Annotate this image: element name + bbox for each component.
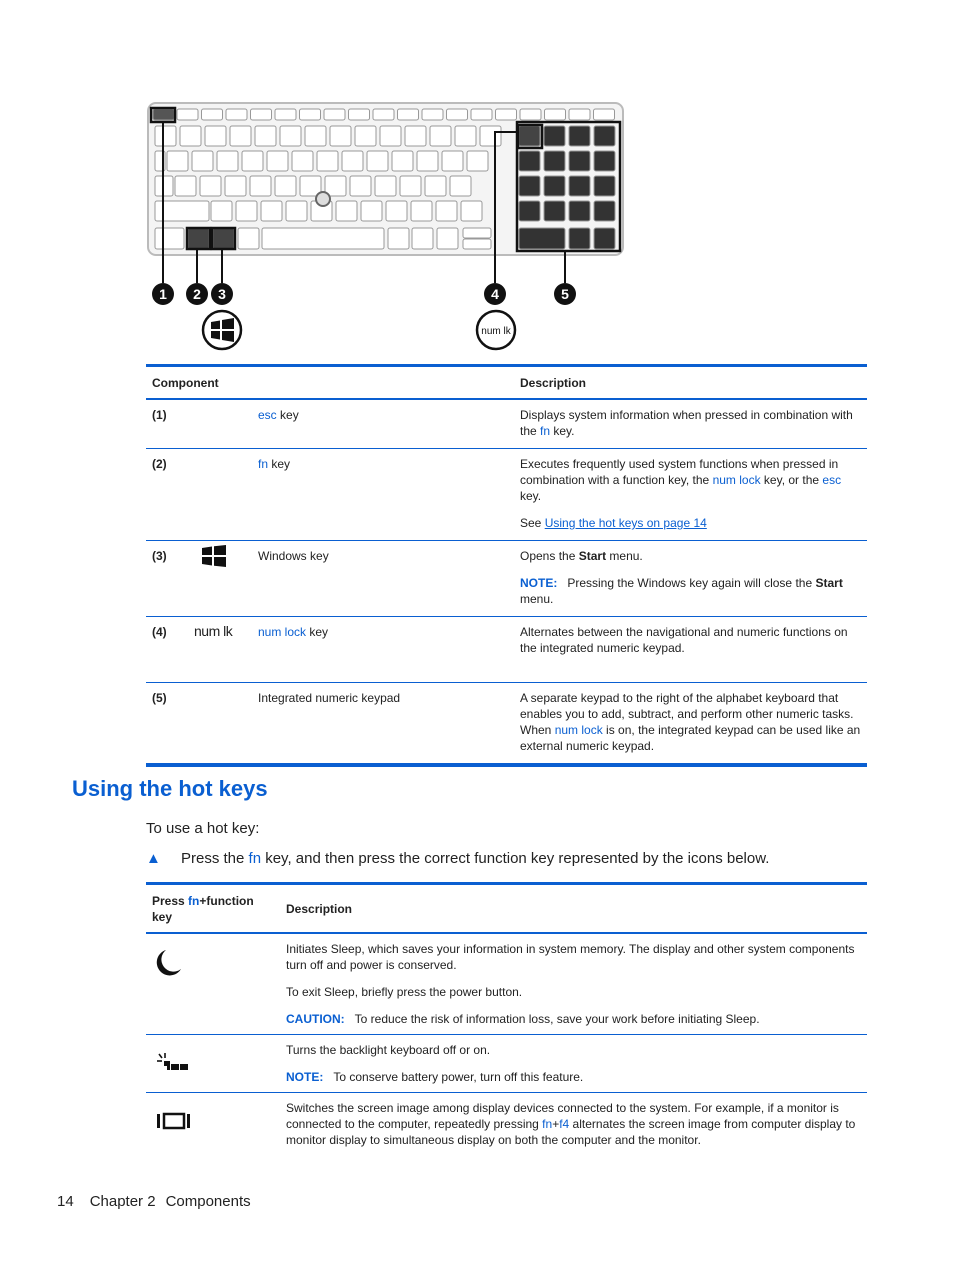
- keyboard-key: [594, 109, 615, 120]
- keyboard-key: [250, 176, 271, 196]
- note-label: NOTE:: [286, 1070, 324, 1084]
- component-header: Component: [146, 366, 514, 400]
- hotkey-description: Turns the backlight keyboard off or on. NOTE: To conserve battery power, turn off this feature.: [280, 1035, 867, 1093]
- component-name: fn key: [252, 449, 514, 541]
- keyboard-key: [200, 176, 221, 196]
- table-row: [146, 399, 867, 449]
- keyboard-key: [480, 126, 501, 146]
- keyboard-key: [361, 201, 382, 221]
- keyboard-key: [544, 126, 565, 146]
- keyboard-key: [305, 126, 326, 146]
- keyboard-key: [342, 151, 363, 171]
- hot-keys-table: [146, 882, 867, 1155]
- svg-text:num lk: num lk: [481, 326, 511, 337]
- keyboard-key: [280, 126, 301, 146]
- keyboard-key: [411, 201, 432, 221]
- keyboard-key: [544, 151, 565, 171]
- keyboard-key: [261, 201, 282, 221]
- keyboard-key: [175, 176, 196, 196]
- keyboard-key: [463, 239, 491, 249]
- keyboard-key: [519, 228, 565, 249]
- keyboard-key: [225, 176, 246, 196]
- keyboard-key: [519, 201, 540, 221]
- component-name: Integrated numeric keypad: [252, 683, 514, 766]
- component-table-header: [146, 366, 867, 400]
- keyboard-key: [417, 151, 438, 171]
- keyboard-key: [155, 228, 184, 249]
- keyboard-key: [594, 151, 615, 171]
- keyboard-key: [569, 151, 590, 171]
- description-header: Description: [280, 884, 867, 934]
- page-number: 14: [57, 1193, 74, 1210]
- keyboard-key: [594, 126, 615, 146]
- description-header: Description: [514, 366, 867, 400]
- hot-keys-link[interactable]: Using the hot keys on page 14: [544, 516, 707, 530]
- keyboard-key: [447, 109, 468, 120]
- keyboard-key: [436, 201, 457, 221]
- keyboard-key: [519, 126, 540, 146]
- step-text: ▲ Press the fn key, and then press the correct function key represented by the icons below.: [146, 850, 770, 867]
- row-number: (4): [152, 625, 167, 639]
- keyboard-key: [594, 228, 615, 249]
- keyboard-key: [238, 228, 259, 249]
- table-row: [146, 449, 867, 541]
- chapter-label: Chapter 2: [89, 1193, 156, 1210]
- keyboard-key: [217, 151, 238, 171]
- keyboard-key: [367, 151, 388, 171]
- callout-4: [484, 283, 506, 305]
- keyboard-key: [286, 201, 307, 221]
- row-number: (1): [152, 408, 167, 422]
- numlk-icon: num lk: [194, 623, 233, 639]
- intro-text: To use a hot key:: [146, 820, 260, 837]
- section-title: Using the hot keys: [72, 776, 268, 801]
- component-description: A separate keypad to the right of the alphabet keyboard that enables you to add, subtract, and perform other numeric tasks. When num lock is on, the integrated keypad can be used like an external numeric keypad.: [514, 683, 867, 766]
- component-description: Alternates between the navigational and numeric functions on the integrated numeric keypad.: [514, 617, 867, 683]
- keyboard-key: [177, 109, 198, 120]
- callout-3: [211, 283, 233, 305]
- keyboard-key: [355, 126, 376, 146]
- keyboard-key: [430, 126, 451, 146]
- keyboard-key: [317, 151, 338, 171]
- keyboard-key: [519, 151, 540, 171]
- keyboard-key: [202, 109, 223, 120]
- keyboard-key: [275, 109, 296, 120]
- table-row: [146, 541, 867, 617]
- component-table: [146, 364, 867, 767]
- keyboard-key: [400, 176, 421, 196]
- keyboard-key: [569, 176, 590, 196]
- callout-5: [554, 283, 576, 305]
- keyboard-key: [520, 109, 541, 120]
- component-description: Executes frequently used system functions when pressed in combination with a function key, the num lock key, or the esc key. See Using the hot keys on page 14: [514, 449, 867, 541]
- row-number: (2): [152, 457, 167, 471]
- keyboard-key: [180, 126, 201, 146]
- keyboard-diagram: [145, 100, 630, 360]
- svg-text:4: 4: [491, 286, 499, 302]
- keyboard-key: [242, 151, 263, 171]
- keyboard-key: [167, 151, 188, 171]
- keyboard-key: [262, 228, 384, 249]
- keyboard-key: [425, 176, 446, 196]
- svg-text:5: 5: [561, 286, 569, 302]
- keyboard-key: [350, 176, 371, 196]
- keyboard-key: [300, 109, 321, 120]
- callout-1: [152, 283, 174, 305]
- svg-text:2: 2: [193, 286, 201, 302]
- component-name: Windows key: [252, 541, 514, 617]
- keyboard-key: [255, 126, 276, 146]
- table-row: [146, 1093, 867, 1156]
- keyboard-illustration: [145, 100, 630, 360]
- component-name: num lock key: [252, 617, 514, 683]
- section-label: Components: [165, 1193, 251, 1210]
- callout-2: [186, 283, 208, 305]
- keyboard-key: [594, 201, 615, 221]
- hotkey-description: Switches the screen image among display devices connected to the system. For example, if a monitor is connected to the computer, repeatedly pressing fn+f4 alternates the screen image from computer display to monitor display to simultaneous display on both the computer and the monitor.: [286, 1101, 856, 1147]
- row-number: (3): [152, 549, 167, 563]
- keyboard-key: [519, 176, 540, 196]
- keyboard-key: [336, 201, 357, 221]
- keyboard-key: [153, 109, 174, 120]
- keyboard-key: [569, 109, 590, 120]
- keyboard-key: [373, 109, 394, 120]
- keyboard-key: [386, 201, 407, 221]
- keyboard-key: [275, 176, 296, 196]
- table-row: [146, 683, 867, 766]
- keyboard-key: [205, 126, 226, 146]
- table-row: [146, 933, 867, 1035]
- numlock-key-icon: [477, 311, 515, 349]
- component-name: esc key: [252, 399, 514, 449]
- keyboard-key: [375, 176, 396, 196]
- keyboard-key: [467, 151, 488, 171]
- display-switch-icon: [156, 1111, 192, 1133]
- keyboard-key: [392, 151, 413, 171]
- sleep-moon-icon: [152, 947, 184, 979]
- table-row: [146, 1035, 867, 1093]
- keyboard-key: [349, 109, 370, 120]
- keyboard-key: [236, 201, 257, 221]
- caution-label: CAUTION:: [286, 1012, 345, 1026]
- keyboard-key: [569, 126, 590, 146]
- keyboard-key: [496, 109, 517, 120]
- component-description: Displays system information when pressed in combination with the fn key.: [514, 399, 867, 449]
- page-footer: [57, 1193, 251, 1210]
- row-number: (5): [152, 691, 167, 705]
- keyboard-key: [388, 228, 409, 249]
- keyboard-key: [442, 151, 463, 171]
- keyboard-key: [213, 228, 234, 249]
- keyboard-key: [437, 228, 458, 249]
- windows-key-icon: [203, 311, 241, 349]
- keyboard-key: [330, 126, 351, 146]
- windows-icon: [202, 545, 226, 567]
- keyboard-key: [251, 109, 272, 120]
- keyboard-backlight-icon: [156, 1052, 196, 1074]
- keyboard-key: [569, 201, 590, 221]
- step-bullet: ▲: [146, 850, 161, 867]
- pointing-stick: [316, 192, 330, 206]
- keyboard-key: [422, 109, 443, 120]
- keyboard-key: [461, 201, 482, 221]
- hot-keys-header: [146, 884, 867, 934]
- note-label: NOTE:: [520, 576, 558, 590]
- keyboard-key: [155, 126, 176, 146]
- keyboard-key: [267, 151, 288, 171]
- keyboard-key: [226, 109, 247, 120]
- keyboard-key: [380, 126, 401, 146]
- svg-text:1: 1: [159, 286, 167, 302]
- keyboard-key: [450, 176, 471, 196]
- keyboard-key: [455, 126, 476, 146]
- keyboard-key: [412, 228, 433, 249]
- keyboard-key: [192, 151, 213, 171]
- keyboard-key: [405, 126, 426, 146]
- keyboard-key: [292, 151, 313, 171]
- keyboard-key: [471, 109, 492, 120]
- keyboard-key: [544, 201, 565, 221]
- keyboard-key: [230, 126, 251, 146]
- keyboard-key: [324, 109, 345, 120]
- keyboard-key: [569, 228, 590, 249]
- keyboard-key: [544, 176, 565, 196]
- keyboard-key: [398, 109, 419, 120]
- component-description: Opens the Start menu. NOTE: Pressing the Windows key again will close the Start menu.: [514, 541, 867, 617]
- keyboard-key: [188, 228, 209, 249]
- press-header: Press fn+function key: [146, 884, 280, 934]
- keyboard-key: [211, 201, 232, 221]
- table-row: [146, 617, 867, 683]
- keyboard-key: [545, 109, 566, 120]
- keyboard-key: [594, 176, 615, 196]
- hotkey-description: Initiates Sleep, which saves your information in system memory. The display and other system components turn off and power is conserved. To exit Sleep, briefly press the power button. CAUTION: To reduce the risk of information loss, save your work before initiating Sleep.: [280, 933, 867, 1035]
- svg-text:3: 3: [218, 286, 226, 302]
- keyboard-key: [463, 228, 491, 238]
